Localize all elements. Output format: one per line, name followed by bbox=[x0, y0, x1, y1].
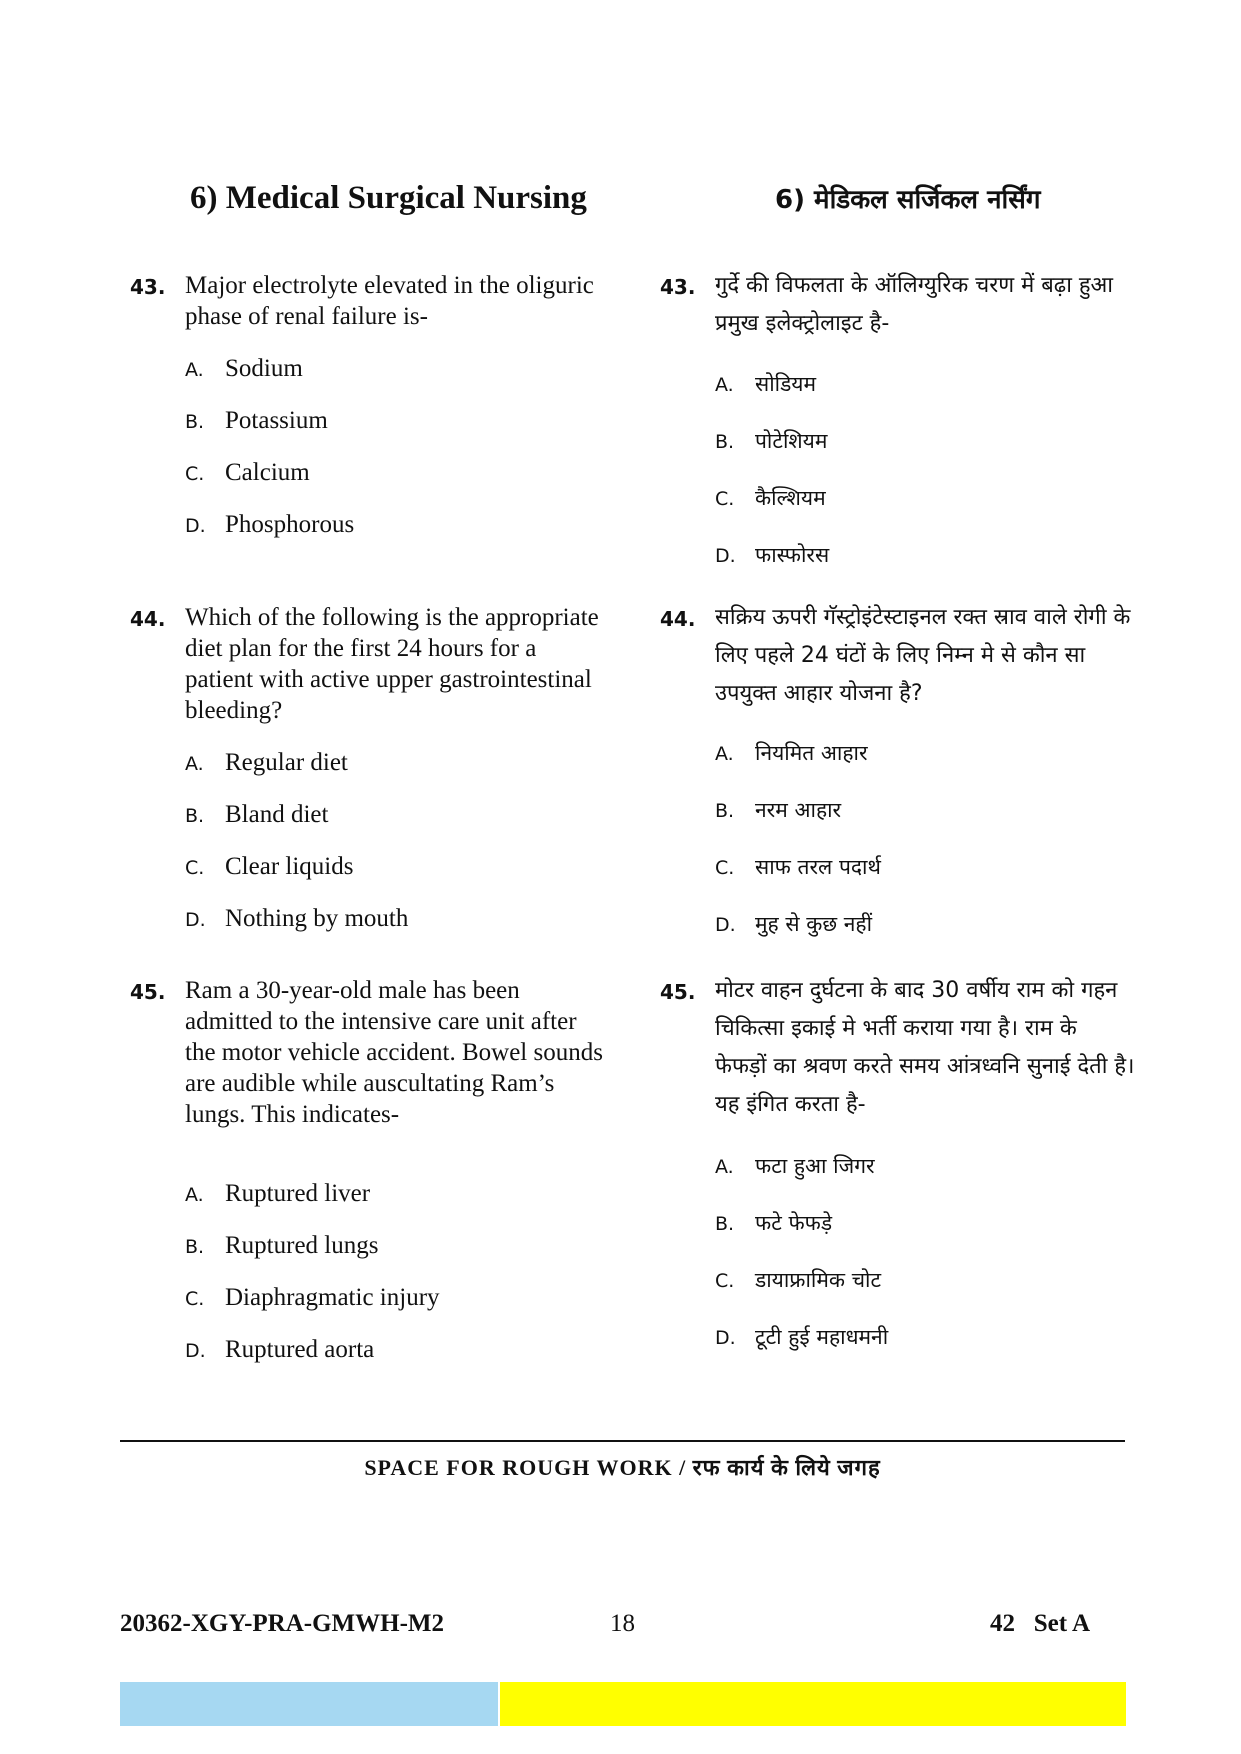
option-b: B. Ruptured lungs bbox=[185, 1232, 379, 1259]
footer-color-bar-yellow bbox=[500, 1682, 1126, 1726]
option-a: A. फटा हुआ जिगर bbox=[715, 1154, 875, 1178]
question-text: गुर्दे की विफलता के ऑलिग्युरिक चरण में बढ़ा हुआ प्रमुख इलेक्ट्रोलाइट है- bbox=[715, 273, 1114, 336]
question-number: 43. bbox=[660, 275, 696, 299]
question-text: Major electrolyte elevated in the oliguric phase of renal failure is- bbox=[185, 272, 594, 330]
footer-page-number: 18 bbox=[610, 1610, 635, 1637]
page-title-hindi: 6) मेडिकल सर्जिकल नर्सिंग bbox=[775, 185, 1041, 215]
option-a: A. Ruptured liver bbox=[185, 1180, 371, 1207]
option-d: D. Phosphorous bbox=[185, 511, 355, 538]
option-c: C. Diaphragmatic injury bbox=[185, 1284, 440, 1311]
footer-paper-code: 20362-XGY-PRA-GMWH-M2 bbox=[120, 1610, 445, 1637]
option-d: D. मुह से कुछ नहीं bbox=[715, 912, 873, 936]
option-a: A. सोडियम bbox=[715, 372, 817, 396]
rough-work-divider bbox=[120, 1440, 1125, 1442]
option-c: C. डायाफ्रामिक चोट bbox=[715, 1268, 882, 1292]
option-d: D. टूटी हुई महाधमनी bbox=[715, 1325, 889, 1349]
footer-set-label: 42 Set A bbox=[990, 1610, 1090, 1637]
option-d: D. Ruptured aorta bbox=[185, 1336, 375, 1363]
option-a: A. Regular diet bbox=[185, 749, 348, 776]
option-b: B. फटे फेफड़े bbox=[715, 1211, 833, 1235]
question-number: 44. bbox=[660, 607, 696, 631]
option-c: C. Clear liquids bbox=[185, 853, 354, 880]
option-b: B. पोटेशियम bbox=[715, 429, 828, 453]
option-a: A. नियमित आहार bbox=[715, 741, 868, 765]
question-text: मोटर वाहन दुर्घटना के बाद 30 वर्षीय राम को गहन चिकित्सा इकाई मे भर्ती कराया गया है। राम के फेफड़ों का श्रवण करते समय आंत्रध्वनि सुनाई देती है। यह इंगित करता है- bbox=[715, 978, 1135, 1117]
option-a: A. Sodium bbox=[185, 355, 303, 382]
question-text: Ram a 30-year-old male has been admitted to the intensive care unit after the motor vehicle accident. Bowel sounds are audible while auscultating Ram’s lungs. This indicates- bbox=[185, 977, 603, 1128]
question-text: Which of the following is the appropriate diet plan for the first 24 hours for a patient with active upper gastrointestinal bleeding? bbox=[185, 604, 599, 724]
option-c: C. कैल्शियम bbox=[715, 486, 826, 510]
option-b: B. नरम आहार bbox=[715, 798, 842, 822]
option-b: B. Potassium bbox=[185, 407, 328, 434]
option-d: D. फास्फोरस bbox=[715, 543, 830, 567]
question-number: 44. bbox=[130, 607, 166, 631]
rough-work-label: SPACE FOR ROUGH WORK / रफ कार्य के लिये जगह bbox=[364, 1455, 881, 1480]
question-number: 45. bbox=[660, 980, 696, 1004]
option-b: B. Bland diet bbox=[185, 801, 329, 828]
page-title-english: 6) Medical Surgical Nursing bbox=[190, 180, 587, 216]
question-text: सक्रिय ऊपरी गॅस्ट्रोइंटेस्टाइनल रक्त स्राव वाले रोगी के लिए पहले 24 घंटों के लिए निम्न मे से कौन सा उपयुक्त आहार योजना है? bbox=[715, 605, 1131, 706]
footer-color-bar-blue bbox=[120, 1682, 498, 1726]
option-d: D. Nothing by mouth bbox=[185, 905, 409, 932]
option-c: C. Calcium bbox=[185, 459, 310, 486]
question-number: 43. bbox=[130, 275, 166, 299]
question-number: 45. bbox=[130, 980, 166, 1004]
option-c: C. साफ तरल पदार्थ bbox=[715, 855, 881, 879]
